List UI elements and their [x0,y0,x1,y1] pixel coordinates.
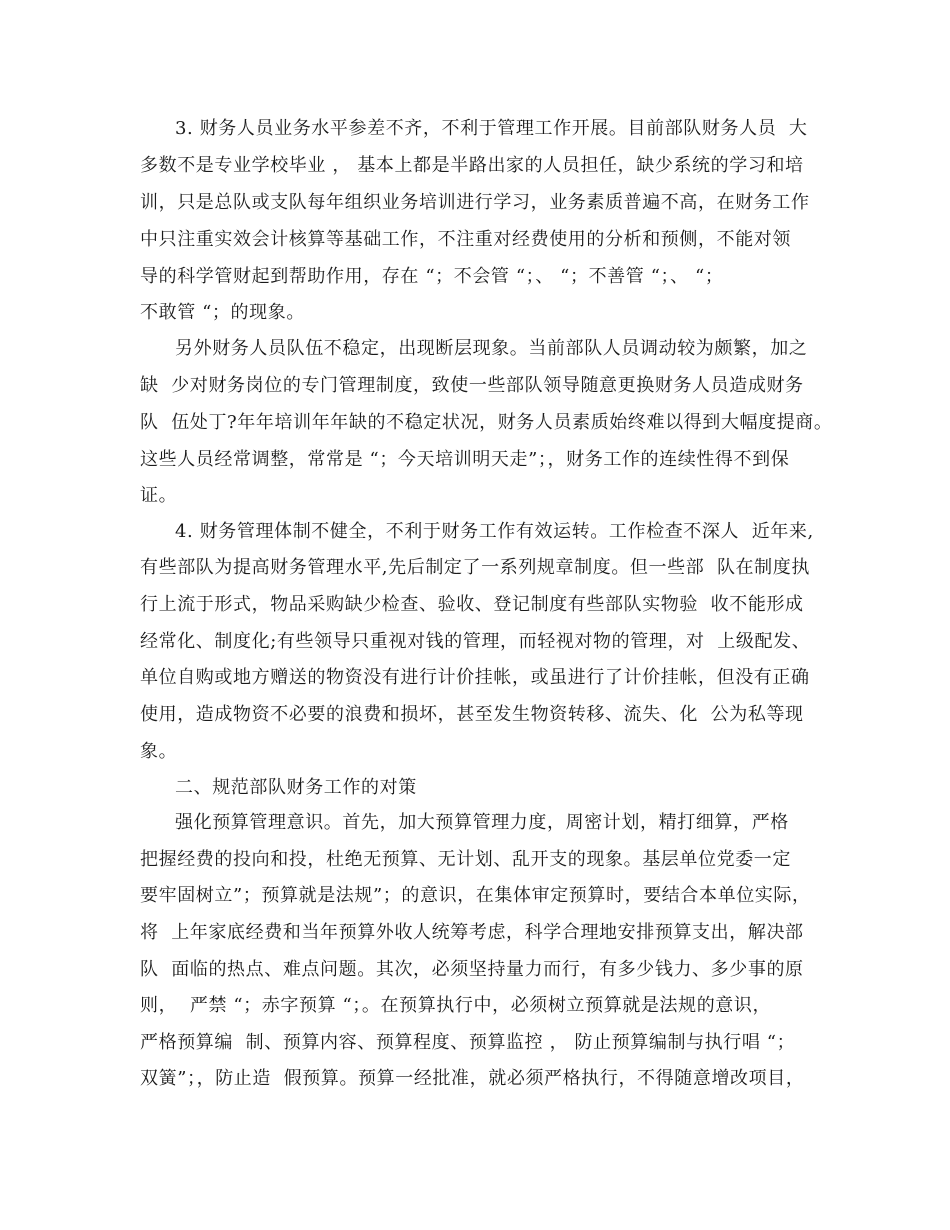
text-line-24: 队 面临的热点、难点问题。其次，必须坚持量力而行，有多少钱力、多少事的原 [140,959,804,980]
text-line-15: 经常化、制度化;有些领导只重视对钱的管理，而轻视对物的管理，对 上级配发、 [140,631,811,652]
text-line-18: 象。 [140,741,178,762]
text-line-13: 有些部队为提高财务管理水平,先后制定了一系列规章制度。但一些部 队在制度执 [140,557,810,578]
text-line-22: 要牢固树立”；预算就是法规”；的意识，在集体审定预算时，要结合本单位实际， [140,885,811,906]
text-line-17: 使用，造成物资不必要的浪费和损坏，甚至发生物资转移、流失、化 公为私等现 [140,704,804,725]
text-line-12: 4. 财务管理体制不健全，不利于财务工作有效运转。工作检查不深人 近年来, [175,521,814,542]
text-line-21: 把握经费的投向和投，杜绝无预算、无计划、乱开支的现象。基层单位党委一定 [140,849,791,870]
text-line-16: 单位自购或地方赠送的物资没有进行计价挂帐，或虽进行了计价挂帐，但没有正确 [140,667,810,688]
text-line-1: 3. 财务人员业务水平参差不齐，不利于管理工作开展。目前部队财务人员 大 [175,118,808,139]
section-heading: 二、规范部队财务工作的对策 [175,777,417,798]
text-line-11: 证。 [140,485,178,506]
text-line-14: 行上流于形式，物品采购缺少检查、验收、登记制度有些部队实物验 收不能形成 [140,594,804,615]
text-line-5: 导的科学管财起到帮助作用，存在 “；不会管 “；、 “；不善管 “；、 “； [140,266,724,287]
text-line-6: 不敢管 “；的现象。 [140,302,305,323]
text-line-20: 强化预算管理意识。首先，加大预算管理力度，周密计划，精打细算，严格 [175,812,789,833]
text-line-4: 中只注重实效会计核算等基础工作，不注重对经费使用的分析和预侧，不能对领 [140,229,791,250]
text-line-9: 队 伍处丁?年年培训年年缺的不稳定状况，财务人员素质始终难以得到大幅度提商。 [140,412,833,433]
text-line-26: 严格预算编 制、预算内容、预算程度、预算监控 ， 防止预算编制与执行唱 “； [140,1032,796,1053]
text-line-2: 多数不是专业学校毕业 ， 基本上都是半路出家的人员担任，缺少系统的学习和培 [140,155,804,176]
text-line-3: 训，只是总队或支队每年组织业务培训进行学习，业务素质普遍不高，在财务工作 [140,192,810,213]
text-line-8: 缺 少对财务岗位的专门管理制度，致使一些部队领导随意更换财务人员造成财务 [140,375,804,396]
text-line-7: 另外财务人员队伍不稳定，出现断层现象。当前部队人员调动较为颇繁，加之 [175,338,808,359]
text-line-27: 双簧”；，防止造 假预算。预算一经批准，就必须严格执行，不得随意增改项目， [140,1068,805,1089]
text-line-25: 则， 严禁 “；赤字预算 “；。在预算执行中，必须树立预算就是法规的意识， [140,995,772,1016]
text-line-10: 这些人员经常调整，常常是 “；今天培训明天走”；，财务工作的连续性得不到保 [140,449,790,470]
text-line-23: 将 上年家底经费和当年预算外收人统筹考虑，科学合理地安排预算支出，解决部 [140,922,804,943]
